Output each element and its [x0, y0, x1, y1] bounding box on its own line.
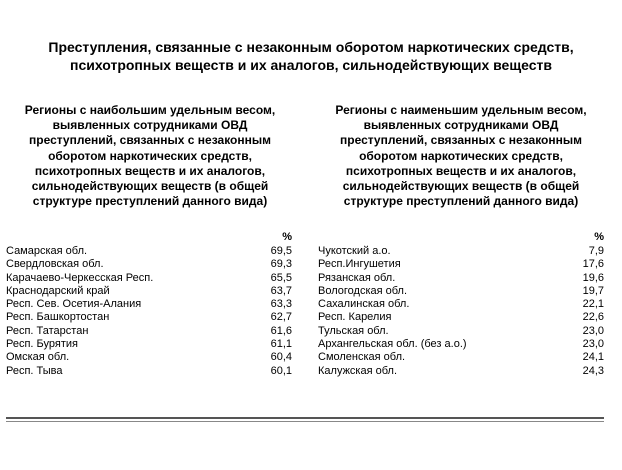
table-row: [318, 258, 604, 271]
region-value: 60,4: [270, 351, 292, 364]
region-value: 60,1: [270, 364, 292, 377]
bottom-regions-table: [318, 231, 604, 378]
page-title-line-1: Преступления, связанные с незаконным оборотом наркотических средств,: [48, 39, 574, 55]
region-name: Вологодская обл.: [318, 284, 408, 297]
heading-line: сильнодействующих веществ (в общей: [31, 179, 269, 194]
table-row: [318, 245, 604, 258]
table-row: [6, 258, 292, 271]
region-value: 24,1: [582, 351, 604, 364]
region-name: Омская обл.: [6, 351, 70, 364]
region-value: 62,7: [270, 311, 292, 324]
table-row: [6, 245, 292, 258]
heading-line: Регионы с наименьшим удельным весом,: [335, 103, 587, 117]
heading-line: психотропных веществ и их аналогов,: [345, 163, 577, 178]
table-row: [6, 298, 292, 311]
table-row: [318, 298, 604, 311]
bottom-regions-heading: [318, 103, 604, 215]
region-name: Свердловская обл.: [6, 258, 104, 271]
region-name: Смоленская обл.: [318, 351, 406, 364]
table-row: [6, 325, 292, 338]
region-name: Респ. Татарстан: [6, 324, 89, 337]
heading-line: преступлений, связанных с незаконным: [339, 133, 582, 148]
table-row: [318, 272, 604, 285]
heading-line: выявленных сотрудниками ОВД: [363, 118, 559, 133]
table-row: [6, 272, 292, 285]
region-name: Респ.Ингушетия: [318, 258, 401, 271]
heading-line: сильнодействующих веществ (в общей: [342, 179, 580, 194]
table-row: [6, 311, 292, 324]
region-name: Респ. Бурятия: [6, 338, 78, 351]
region-name: Калужская обл.: [318, 364, 398, 377]
region-value: 69,3: [270, 258, 292, 271]
table-row: [6, 365, 292, 378]
region-name: Рязанская обл.: [318, 271, 396, 284]
region-value: 19,6: [582, 271, 604, 284]
region-name: Архангельская обл. (без а.о.): [318, 338, 467, 351]
page-title-line-2: психотропных веществ и их аналогов, сильнодействующих веществ: [69, 57, 552, 73]
table-row: [318, 325, 604, 338]
heading-line: структуре преступлений данного вида): [343, 194, 579, 209]
top-regions-column: [6, 103, 292, 377]
region-name: Респ. Тыва: [6, 364, 63, 377]
heading-line: структуре преступлений данного вида): [32, 194, 268, 209]
region-value: 63,7: [270, 284, 292, 297]
heading-line: Регионы с наибольшим удельным весом,: [24, 103, 276, 117]
region-value: 17,6: [582, 258, 604, 271]
region-value: 63,3: [270, 298, 292, 311]
region-name: Краснодарский край: [6, 284, 110, 297]
region-value: 65,5: [270, 271, 292, 284]
table-row: [318, 365, 604, 378]
bottom-regions-column: [318, 103, 604, 377]
page-title: [0, 38, 622, 74]
top-regions-heading: [6, 103, 292, 215]
region-name: Самарская обл.: [6, 245, 88, 257]
footer-divider-thin: [6, 421, 604, 422]
region-value: 22,6: [582, 311, 604, 324]
region-value: 23,0: [582, 324, 604, 337]
heading-line: преступлений, связанных с незаконным: [28, 133, 271, 148]
heading-line: оборотом наркотических средств,: [359, 148, 563, 163]
table-row: [318, 351, 604, 364]
region-value: 61,6: [270, 324, 292, 337]
region-value: 24,3: [582, 364, 604, 377]
top-regions-table: [6, 231, 292, 378]
region-name: Сахалинская обл.: [318, 298, 410, 311]
region-value: 61,1: [270, 338, 292, 351]
region-value: 19,7: [582, 284, 604, 297]
footer-divider-thick: [6, 417, 604, 419]
heading-line: выявленных сотрудниками ОВД: [52, 118, 248, 133]
region-value: 22,1: [582, 298, 604, 311]
table-row: [6, 338, 292, 351]
table-row: [318, 285, 604, 298]
unit-label: %: [594, 231, 604, 243]
table-row: [318, 311, 604, 324]
region-value: 7,9: [588, 245, 604, 257]
region-name: Респ. Башкортостан: [6, 311, 110, 324]
region-name: Респ. Карелия: [318, 311, 392, 324]
table-row: [318, 338, 604, 351]
region-value: 23,0: [582, 338, 604, 351]
region-name: Чукотский а.о.: [318, 245, 391, 257]
heading-line: психотропных веществ и их аналогов,: [34, 163, 266, 178]
region-name: Респ. Сев. Осетия-Алания: [6, 298, 142, 311]
region-name: Карачаево-Черкесская Респ.: [6, 271, 154, 284]
heading-line: оборотом наркотических средств,: [48, 148, 252, 163]
region-value: 69,5: [270, 245, 292, 257]
table-row: [6, 351, 292, 364]
region-name: Тульская обл.: [318, 324, 389, 337]
unit-label: %: [282, 231, 292, 243]
table-row: [6, 285, 292, 298]
